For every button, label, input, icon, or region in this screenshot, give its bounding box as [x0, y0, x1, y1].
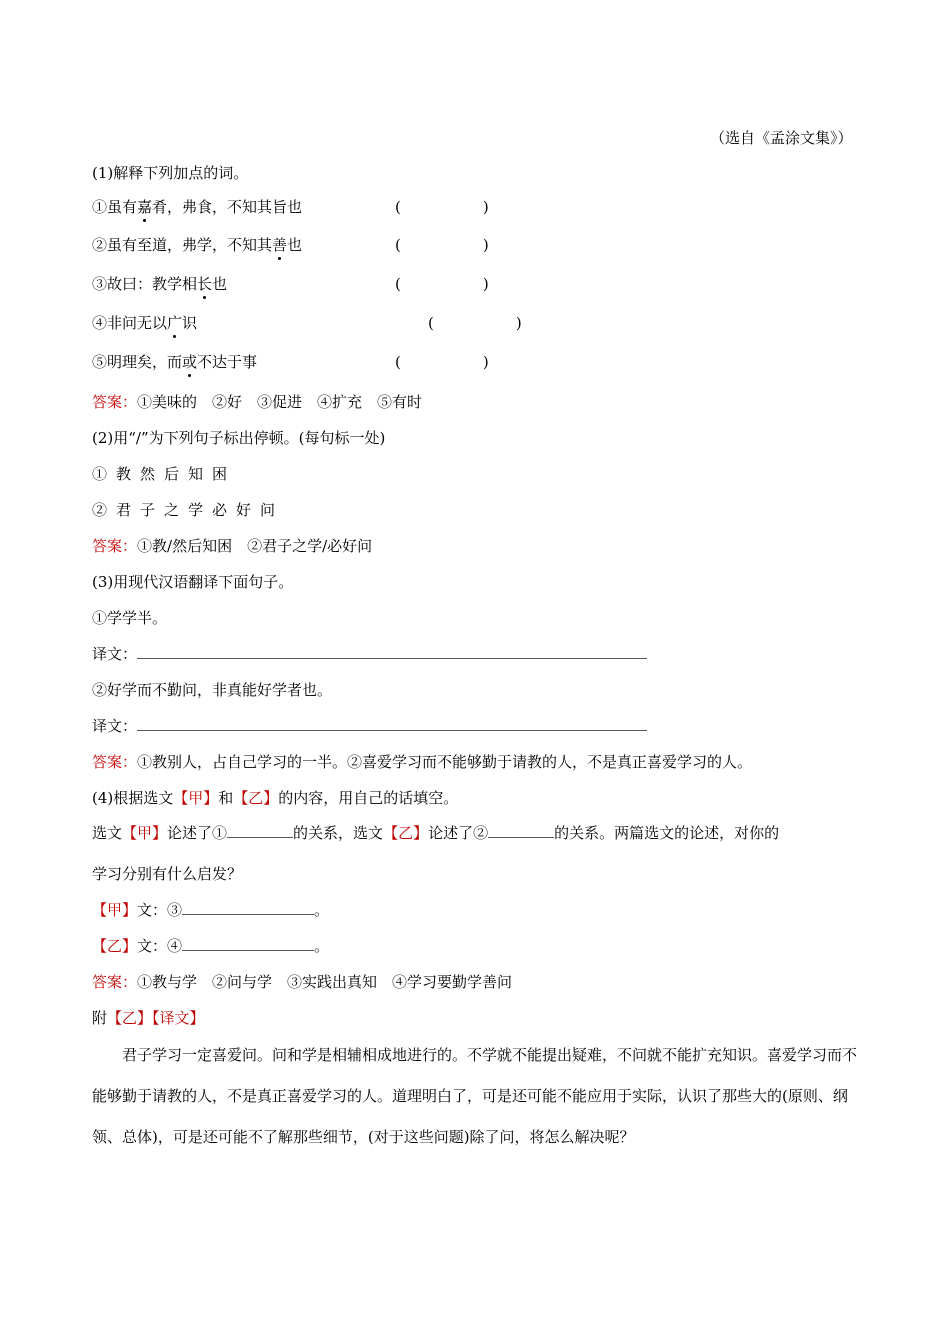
q1-item-1: ①虽有嘉肴，弗食，不知其旨也 [92, 198, 303, 216]
answer-blank[interactable] [137, 644, 647, 659]
q4-line-1: 选文【甲】论述了① 的关系，选文【乙】论述了② 的关系。两篇选文的论述，对你的 [92, 824, 780, 842]
appendix-heading: 附【乙】【译文】 [92, 1009, 205, 1027]
q3-translation-2: 译文： [92, 716, 647, 736]
dotted-char: 或 [182, 353, 198, 371]
q3-sentence-1: ①学学半。 [92, 609, 168, 627]
dotted-char: 长 [197, 275, 213, 293]
answer-label: 答案： [92, 393, 138, 411]
q1-blank-3[interactable]: ( ) [395, 275, 489, 293]
q3-title: (3)用现代汉语翻译下面句子。 [92, 573, 294, 591]
q1-item-4: ④非问无以广识 [92, 314, 198, 332]
q1-blank-4[interactable]: ( ) [428, 314, 522, 332]
answer-label: 答案： [92, 753, 138, 771]
answer-1: 答案：①美味的 ②好 ③促进 ④扩充 ⑤有时 [92, 393, 423, 411]
source-citation: （选自《孟涂文集》） [710, 129, 853, 147]
answer-blank[interactable] [182, 936, 314, 951]
q1-title: (1)解释下列加点的词。 [92, 164, 249, 182]
answer-label: 答案： [92, 973, 138, 991]
answer-4: 答案：①教与学 ②问与学 ③实践出真知 ④学习要勤学善问 [92, 973, 513, 991]
q2-sentence-2[interactable]: ②君子之学必好问 [92, 501, 285, 519]
q1-item-2: ②虽有至道，弗学，不知其善也 [92, 236, 303, 254]
q4-line-4: 【乙】文：④ 。 [92, 937, 330, 955]
q3-sentence-2: ②好学而不勤问，非真能好学者也。 [92, 681, 333, 699]
answer-blank[interactable] [137, 716, 647, 731]
answer-2: 答案：①教/然后知困 ②君子之学/必好问 [92, 537, 373, 555]
answer-3: 答案：①教别人，占自己学习的一半。②喜爱学习而不能够勤于请教的人，不是真正喜爱学习的人。 [92, 753, 753, 771]
q2-sentence-1[interactable]: ①教然后知困 [92, 465, 237, 483]
dotted-char: 善 [272, 236, 288, 254]
q4-line-3: 【甲】文：③ 。 [92, 901, 330, 919]
appendix-translation-text: 君子学习一定喜爱问。问和学是相辅相成地进行的。不学就不能提出疑难，不问就不能扩充知识。喜爱学习而不能够勤于请教的人，不是真正喜爱学习的人。道理明白了，可是还可能不能应用于实际，认识了那些大的(原则、纲领、总体)，可是还可能不了解那些细节，(对于这些问题)除了问，将怎么解决呢？ [92, 1046, 858, 1146]
q1-item-5: ⑤明理矣，而或不达于事 [92, 353, 258, 371]
dotted-char: 嘉 [137, 198, 153, 216]
q4-title: (4)根据选文【甲】和【乙】的内容，用自己的话填空。 [92, 789, 459, 807]
q1-blank-2[interactable]: ( ) [395, 236, 489, 254]
answer-blank[interactable] [182, 900, 314, 915]
q2-title: (2)用“/”为下列句子标出停顿。(每句标一处) [92, 429, 386, 447]
q1-blank-1[interactable]: ( ) [395, 198, 489, 216]
dotted-char: 广 [167, 314, 183, 332]
q1-blank-5[interactable]: ( ) [395, 353, 489, 371]
q3-translation-1: 译文： [92, 644, 647, 664]
answer-blank[interactable] [488, 823, 554, 838]
answer-label: 答案： [92, 537, 138, 555]
answer-blank[interactable] [227, 823, 293, 838]
q1-item-3: ③故曰：教学相长也 [92, 275, 228, 293]
q4-line-2: 学习分别有什么启发？ [92, 865, 243, 883]
